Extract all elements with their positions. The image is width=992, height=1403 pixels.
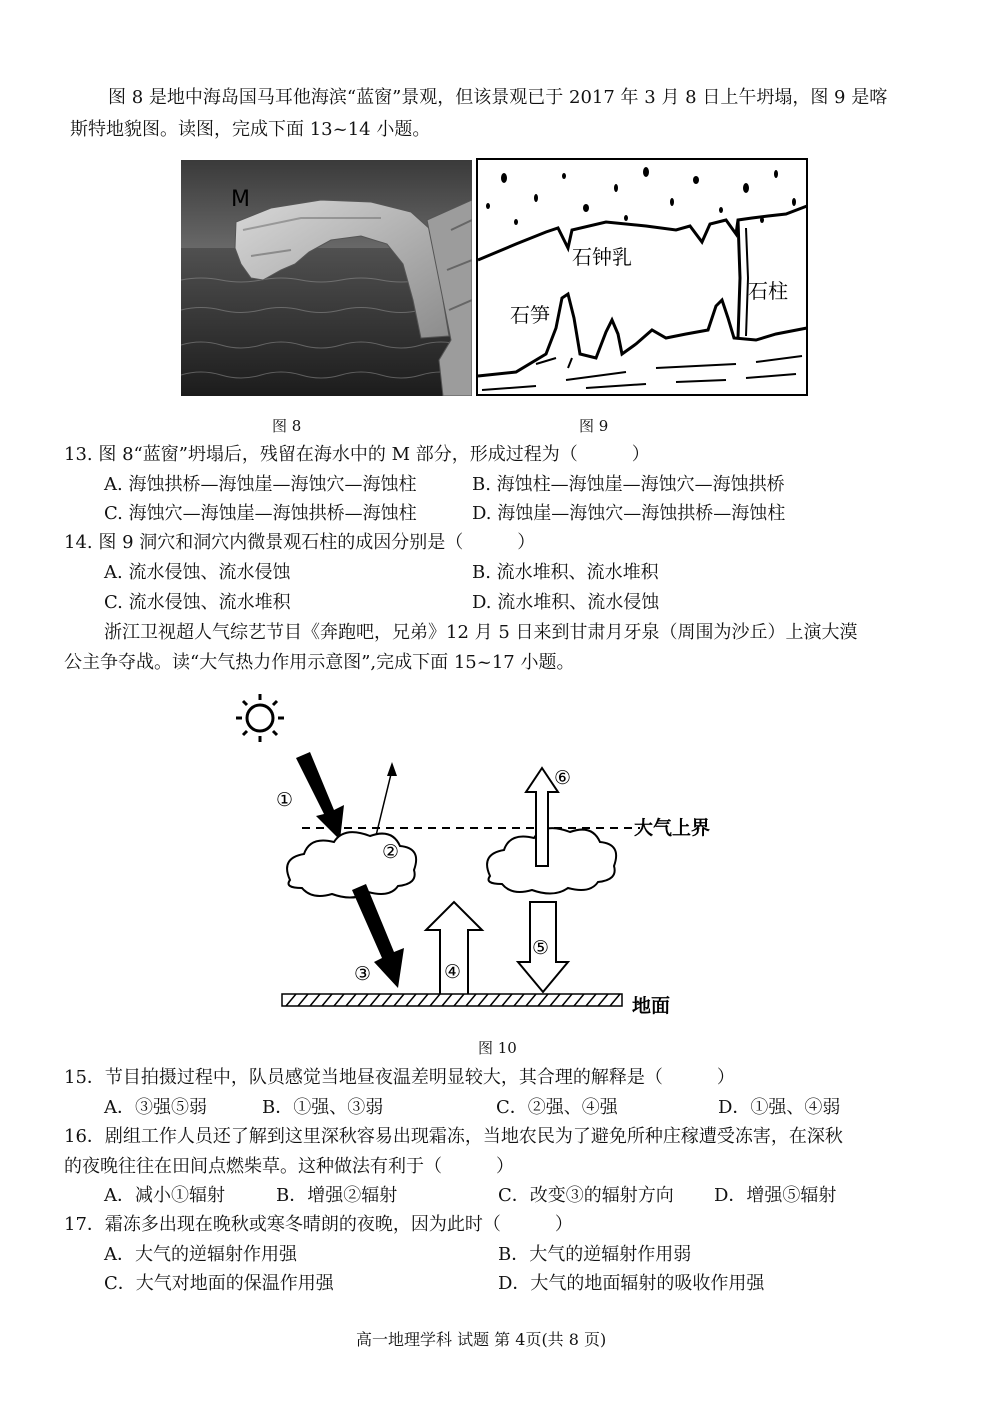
q17-stem: 17．霜冻多出现在晚秋或寒冬晴朗的夜晚，因为此时（ ） [64, 1214, 573, 1235]
marker-3: ③ [354, 963, 372, 985]
q17-option-b: B．大气的逆辐射作用弱 [498, 1244, 692, 1265]
q13-option-a: A. 海蚀拱桥—海蚀崖—海蚀穴—海蚀柱 [104, 474, 417, 495]
karst-cave-illustration [476, 158, 808, 396]
q14-option-d: D. 流水堆积、流水侵蚀 [472, 592, 660, 613]
fig8-label-m: M [231, 187, 250, 212]
figure-10-atmospheric-heat-diagram [220, 690, 740, 1030]
fig9-label-stalactite: 石钟乳 [572, 245, 632, 269]
q13-option-c: C. 海蚀穴—海蚀崖—海蚀拱桥—海蚀柱 [104, 503, 417, 524]
intro1-line2: 斯特地貌图。读图，完成下面 13~14 小题。 [70, 119, 431, 140]
figure-10-caption: 图 10 [478, 1039, 517, 1057]
q16-stem-line2: 的夜晚往往在田间点燃柴草。这种做法有利于（ ） [64, 1156, 514, 1177]
q17-option-d: D．大气的地面辐射的吸收作用强 [498, 1273, 765, 1294]
q16-option-a: A．减小①辐射 [104, 1185, 225, 1206]
q16-option-d: D．增强⑤辐射 [714, 1185, 837, 1206]
page-footer: 高一地理学科 试题 第 4页(共 8 页) [356, 1330, 607, 1349]
q13-option-b: B. 海蚀柱—海蚀崖—海蚀穴—海蚀拱桥 [472, 474, 785, 495]
q17-option-a: A．大气的逆辐射作用强 [104, 1244, 297, 1265]
q15-option-b: B．①强、③弱 [262, 1097, 384, 1118]
q17-option-c: C．大气对地面的保温作用强 [104, 1273, 334, 1294]
intro2-line2: 公主争夺战。读“大气热力作用示意图”,完成下面 15~17 小题。 [64, 652, 575, 673]
q14-option-c: C. 流水侵蚀、流水堆积 [104, 592, 291, 613]
q14-stem: 14. 图 9 洞穴和洞穴内微景观石柱的成因分别是（ ） [64, 532, 536, 553]
figure-8-caption: 图 8 [272, 417, 302, 435]
q14-option-a: A. 流水侵蚀、流水侵蚀 [104, 562, 291, 583]
marker-6: ⑥ [554, 767, 572, 789]
q16-option-b: B．增强②辐射 [276, 1185, 398, 1206]
marker-2: ② [382, 841, 400, 863]
q14-option-b: B. 流水堆积、流水堆积 [472, 562, 659, 583]
sun-icon [236, 694, 284, 742]
marker-1: ① [276, 789, 294, 811]
figure-9-karst-diagram [476, 158, 808, 396]
fig10-label-ground: 地面 [632, 995, 671, 1017]
q15-option-a: A．③强⑤弱 [104, 1097, 207, 1118]
atmospheric-heat-illustration [220, 690, 740, 1030]
q15-stem: 15．节目拍摄过程中，队员感觉当地昼夜温差明显较大，其合理的解释是（ ） [64, 1067, 735, 1088]
intro1-line1: 图 8 是地中海岛国马耳他海滨“蓝窗”景观，但该景观已于 2017 年 3 月 8 日上午坍塌，图 9 是喀 [108, 87, 888, 108]
q15-option-c: C．②强、④强 [496, 1097, 618, 1118]
fig9-label-stalagmite: 石笋 [510, 303, 550, 327]
figure-8-sea-arch-photo [181, 160, 472, 396]
fig9-label-pillar: 石柱 [748, 279, 788, 303]
marker-5: ⑤ [532, 937, 550, 959]
sea-arch-illustration [181, 160, 472, 396]
marker-4: ④ [444, 961, 462, 983]
q16-stem-line1: 16．剧组工作人员还了解到这里深秋容易出现霜冻，当地农民为了避免所种庄稼遭受冻害，在深秋 [64, 1126, 843, 1147]
intro2-line1: 浙江卫视超人气综艺节目《奔跑吧，兄弟》12 月 5 日来到甘肃月牙泉（周围为沙丘）上演大漠 [104, 622, 858, 643]
fig10-label-top: 大气上界 [634, 817, 711, 839]
figure-9-caption: 图 9 [579, 417, 609, 435]
q15-option-d: D．①强、④弱 [718, 1097, 841, 1118]
q13-option-d: D. 海蚀崖—海蚀穴—海蚀拱桥—海蚀柱 [472, 503, 786, 524]
q13-stem: 13. 图 8“蓝窗”坍塌后，残留在海水中的 M 部分，形成过程为（ ） [64, 444, 650, 465]
q16-option-c: C．改变③的辐射方向 [498, 1185, 674, 1206]
